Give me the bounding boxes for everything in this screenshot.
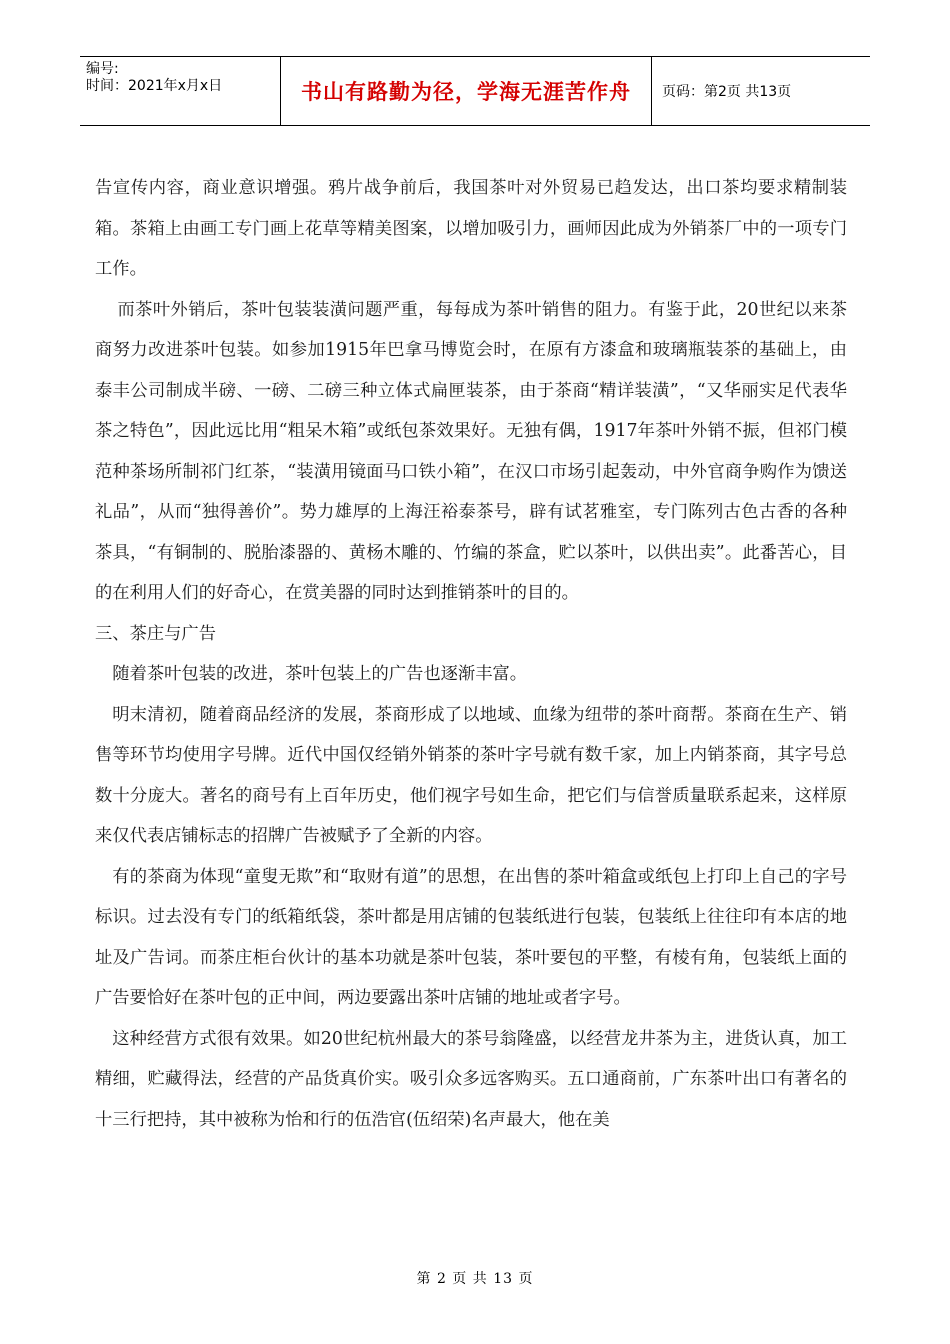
header-motto-cell (280, 57, 652, 125)
paragraph-6: 这种经营方式很有效果。如20世纪杭州最大的茶号翁隆盛，以经营龙井茶为主，进货认真，加工精细，贮藏得法，经营的产品货真价实。吸引众多远客购买。五口通商前，广东茶叶出口有著名的十三行把持，其中被称为怡和行的伍浩官(伍绍荣)名声最大，他在美 (95, 1028, 847, 1130)
section-heading: 三、茶庄与广告 (95, 623, 216, 644)
document-body (95, 168, 847, 1140)
page-footer: 第 2 页 共 13 页 (416, 1271, 534, 1287)
paragraph-2: 而茶叶外销后，茶叶包装装潢问题严重，每每成为茶叶销售的阻力。有鉴于此，20世纪以来茶商努力改进茶叶包装。如参加1915年巴拿马博览会时，在原有方漆盒和玻璃瓶装茶的基础上，由泰丰公司制成半磅、一磅、二磅三种立体式扁匣装茶，由于茶商“精详装潢”，“又华丽实足代表华茶之特色”，因此远比用“粗呆木箱”或纸包茶效果好。无独有偶，1917年茶叶外销不振，但祁门模范种茶场所制祁门红茶，“装潢用镜面马口铁小箱”，在汉口市场引起轰动，中外官商争购作为馈送礼品”，从而“独得善价”。势力雄厚的上海汪裕泰茶号，辟有试茗雅室，专门陈列古色古香的各种茶具，“有铜制的、脱胎漆器的、黄杨木雕的、竹编的茶盒，贮以茶叶，以供出卖”。此番苦心，目的在利用人们的好奇心，在赏美器的同时达到推销茶叶的目的。 (95, 299, 847, 603)
page-header (80, 56, 870, 126)
paragraph-5: 有的茶商为体现“童叟无欺”和“取财有道”的思想，在出售的茶叶箱盒或纸包上打印上自己的字号标识。过去没有专门的纸箱纸袋，茶叶都是用店铺的包装纸进行包装，包装纸上往往印有本店的地址及广告词。而茶庄柜台伙计的基本功就是茶叶包装，茶叶要包的平整，有棱有角，包装纸上面的广告要恰好在茶叶包的正中间，两边要露出茶叶店铺的地址或者字号。 (95, 866, 847, 1008)
document-number-label: 编号: (86, 61, 119, 77)
paragraph-4: 明末清初，随着商品经济的发展，茶商形成了以地域、血缘为纽带的茶叶商帮。茶商在生产、销售等环节均使用字号牌。近代中国仅经销外销茶的茶叶字号就有数千家，加上内销茶商，其字号总数十分庞大。著名的商号有上百年历史，他们视字号如生命，把它们与信誉质量联系起来，这样原来仅代表店铺标志的招牌广告被赋予了全新的内容。 (95, 704, 847, 846)
paragraph-3: 随着茶叶包装的改进，茶叶包装上的广告也逐渐丰富。 (112, 664, 528, 684)
paragraph-1: 告宣传内容，商业意识增强。鸦片战争前后，我国茶叶对外贸易已趋发达，出口茶均要求精制装箱。茶箱上由画工专门画上花草等精美图案，以增加吸引力，画师因此成为外销茶厂中的一项专门工作。 (95, 178, 847, 279)
header-meta (80, 57, 280, 125)
document-time-label: 时间：2021年x月x日 (86, 78, 223, 94)
header-motto: 书山有路勤为径，学海无涯苦作舟 (301, 80, 631, 104)
header-page-info: 页码：第2页 共13页 (662, 84, 792, 100)
